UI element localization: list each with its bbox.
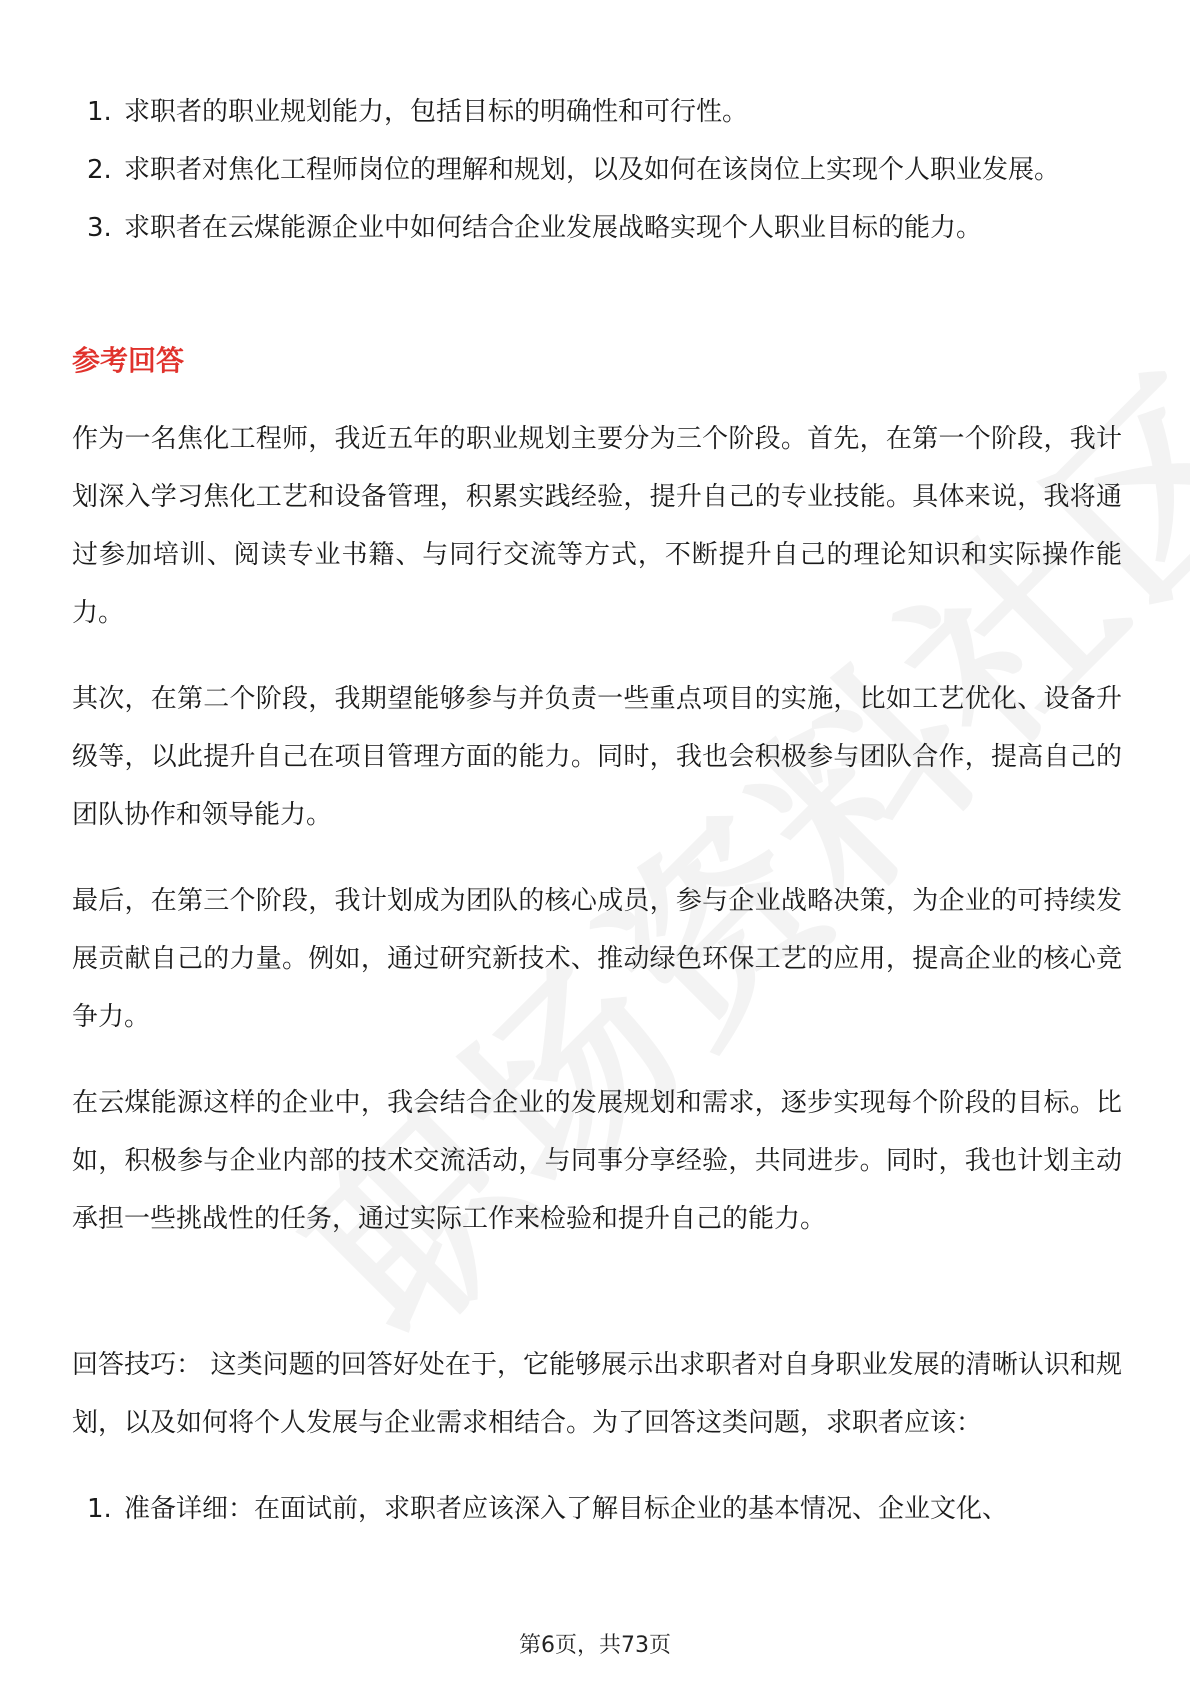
tips-paragraph: 回答技巧： 这类问题的回答好处在于，它能够展示出求职者对自身职业发展的清晰认识和规划，以及如何将个人发展与企业需求相结合。为了回答这类问题，求职者应该： xyxy=(72,1350,1122,1438)
list-item-number: 2. xyxy=(87,155,112,185)
list-item-number: 1. xyxy=(87,97,112,127)
page-number-footer: 第6页，共73页 xyxy=(519,1633,671,1658)
list-item xyxy=(72,199,1122,257)
list-item-number: 1. xyxy=(87,1494,112,1524)
list-item xyxy=(72,141,1122,199)
answer-paragraph: 其次，在第二个阶段，我期望能够参与并负责一些重点项目的实施，比如工艺优化、设备升级等，以此提升自己在项目管理方面的能力。同时，我也会积极参与团队合作，提高自己的团队协作和领导能力。 xyxy=(72,684,1122,830)
evaluation-points-list xyxy=(72,83,1122,257)
list-item-text: 求职者对焦化工程师岗位的理解和规划，以及如何在该岗位上实现个人职业发展。 xyxy=(124,155,1061,185)
list-item xyxy=(72,83,1122,141)
answer-paragraph: 作为一名焦化工程师，我近五年的职业规划主要分为三个阶段。首先，在第一个阶段，我计划深入学习焦化工艺和设备管理，积累实践经验，提升自己的专业技能。具体来说，我将通过参加培训、阅读专业书籍、与同行交流等方式，不断提升自己的理论知识和实际操作能力。 xyxy=(72,424,1122,628)
list-item-number: 3. xyxy=(87,213,112,243)
list-item-text: 准备详细：在面试前，求职者应该深入了解目标企业的基本情况、企业文化、 xyxy=(124,1494,1009,1524)
list-item-text: 求职者的职业规划能力，包括目标的明确性和可行性。 xyxy=(124,97,749,127)
answer-heading: 参考回答 xyxy=(72,344,185,377)
list-item xyxy=(72,1480,1122,1538)
list-item-text: 求职者在云煤能源企业中如何结合企业发展战略实现个人职业目标的能力。 xyxy=(124,213,983,243)
answer-paragraph: 最后，在第三个阶段，我计划成为团队的核心成员，参与企业战略决策，为企业的可持续发展贡献自己的力量。例如，通过研究新技术、推动绿色环保工艺的应用，提高企业的核心竞争力。 xyxy=(72,886,1122,1032)
answer-paragraph: 在云煤能源这样的企业中，我会结合企业的发展规划和需求，逐步实现每个阶段的目标。比如，积极参与企业内部的技术交流活动，与同事分享经验，共同进步。同时，我也计划主动承担一些挑战性的任务，通过实际工作来检验和提升自己的能力。 xyxy=(72,1088,1122,1234)
tips-list xyxy=(72,1480,1122,1538)
